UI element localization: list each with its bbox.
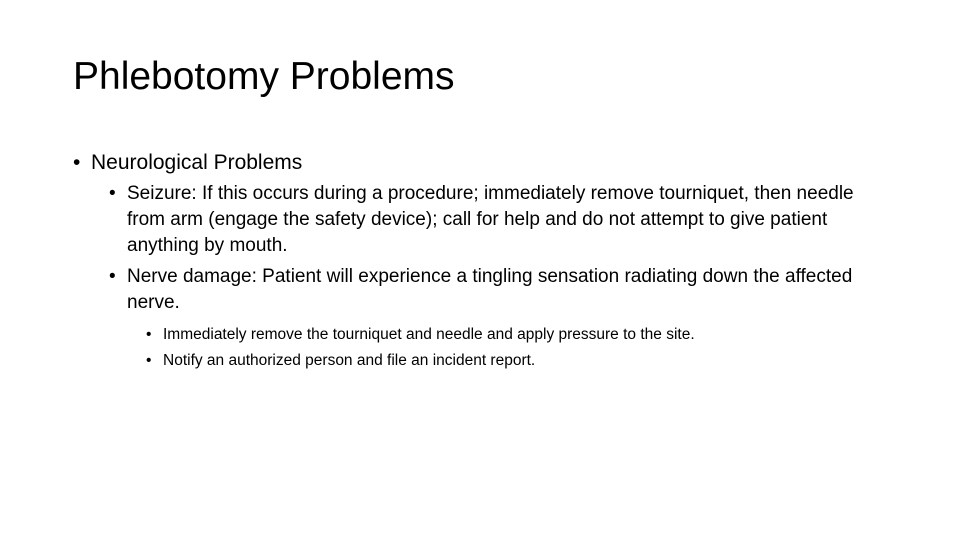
sub-bullet-text: Nerve damage: Patient will experience a tingling sensation radiating down the affected nerve.	[127, 266, 853, 313]
nerve-damage-actions	[73, 322, 873, 374]
bullet-dot-icon: •	[146, 326, 152, 343]
action-text: Notify an authorized person and file an incident report.	[163, 352, 536, 369]
action-remove-tourniquet	[73, 322, 873, 348]
sub-bullet-text: Seizure: If this occurs during a procedure; immediately remove tourniquet, then needle from arm (engage the safety device); call for help and do not attempt to give patient anything by mouth.	[127, 183, 854, 256]
slide-title: Phlebotomy Problems	[73, 55, 455, 98]
sub-bullet-nerve-damage	[73, 264, 873, 316]
bullet-dot-icon: •	[109, 266, 116, 287]
bullet-text: Neurological Problems	[91, 151, 303, 174]
action-text: Immediately remove the tourniquet and needle and apply pressure to the site.	[163, 326, 695, 343]
bullet-neurological-problems	[73, 147, 873, 178]
sub-bullet-seizure	[73, 181, 873, 259]
bullet-dot-icon: •	[109, 183, 116, 204]
slide-content	[73, 147, 873, 374]
action-notify-person	[73, 348, 873, 374]
bullet-dot-icon: •	[73, 151, 81, 174]
bullet-dot-icon: •	[146, 352, 152, 369]
